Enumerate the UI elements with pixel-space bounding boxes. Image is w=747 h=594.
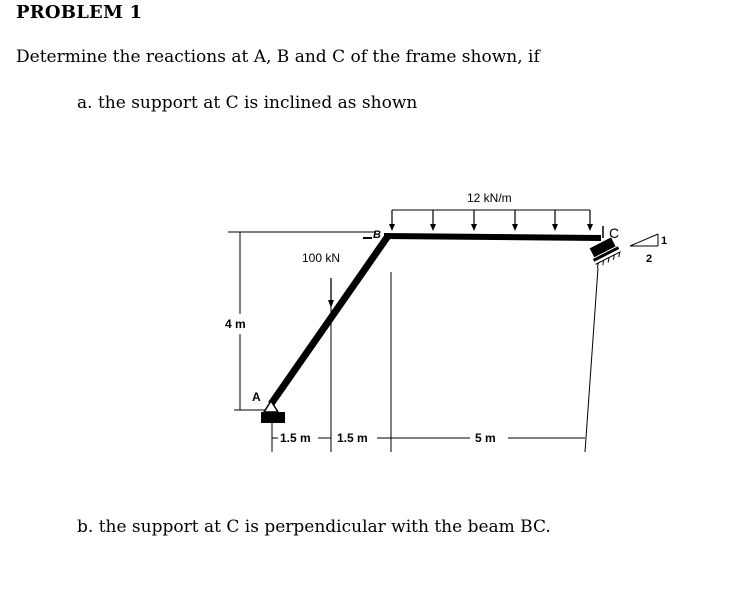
- support-c: [588, 237, 622, 268]
- slope-run-label: 2: [646, 253, 653, 265]
- dim-3-label: 5 m: [475, 431, 496, 445]
- slope-rise-label: 1: [661, 235, 668, 247]
- point-a-label: A: [252, 390, 261, 404]
- part-b-text: b. the support at C is perpendicular with the beam BC.: [77, 517, 551, 537]
- distributed-load-label: 12 kN/m: [467, 191, 512, 205]
- reference-line-c: [585, 268, 598, 452]
- point-load-arrow: [328, 278, 334, 308]
- slope-triangle: [630, 234, 658, 246]
- problem-statement: Determine the reactions at A, B and C of the frame shown, if: [16, 47, 540, 67]
- point-c-label: C: [609, 225, 620, 241]
- problem-title: PROBLEM 1: [16, 2, 143, 23]
- support-a: [261, 401, 285, 423]
- distributed-load: [389, 210, 593, 231]
- dim-1-label: 1.5 m: [280, 431, 311, 445]
- point-load-label: 100 kN: [302, 251, 341, 265]
- dim-2-label: 1.5 m: [337, 431, 368, 445]
- height-label: 4 m: [225, 317, 246, 331]
- beam-bc: [384, 236, 601, 238]
- part-a-text: a. the support at C is inclined as shown: [77, 93, 418, 113]
- point-b-label: B: [373, 229, 381, 241]
- distributed-load-arrows: [389, 210, 593, 231]
